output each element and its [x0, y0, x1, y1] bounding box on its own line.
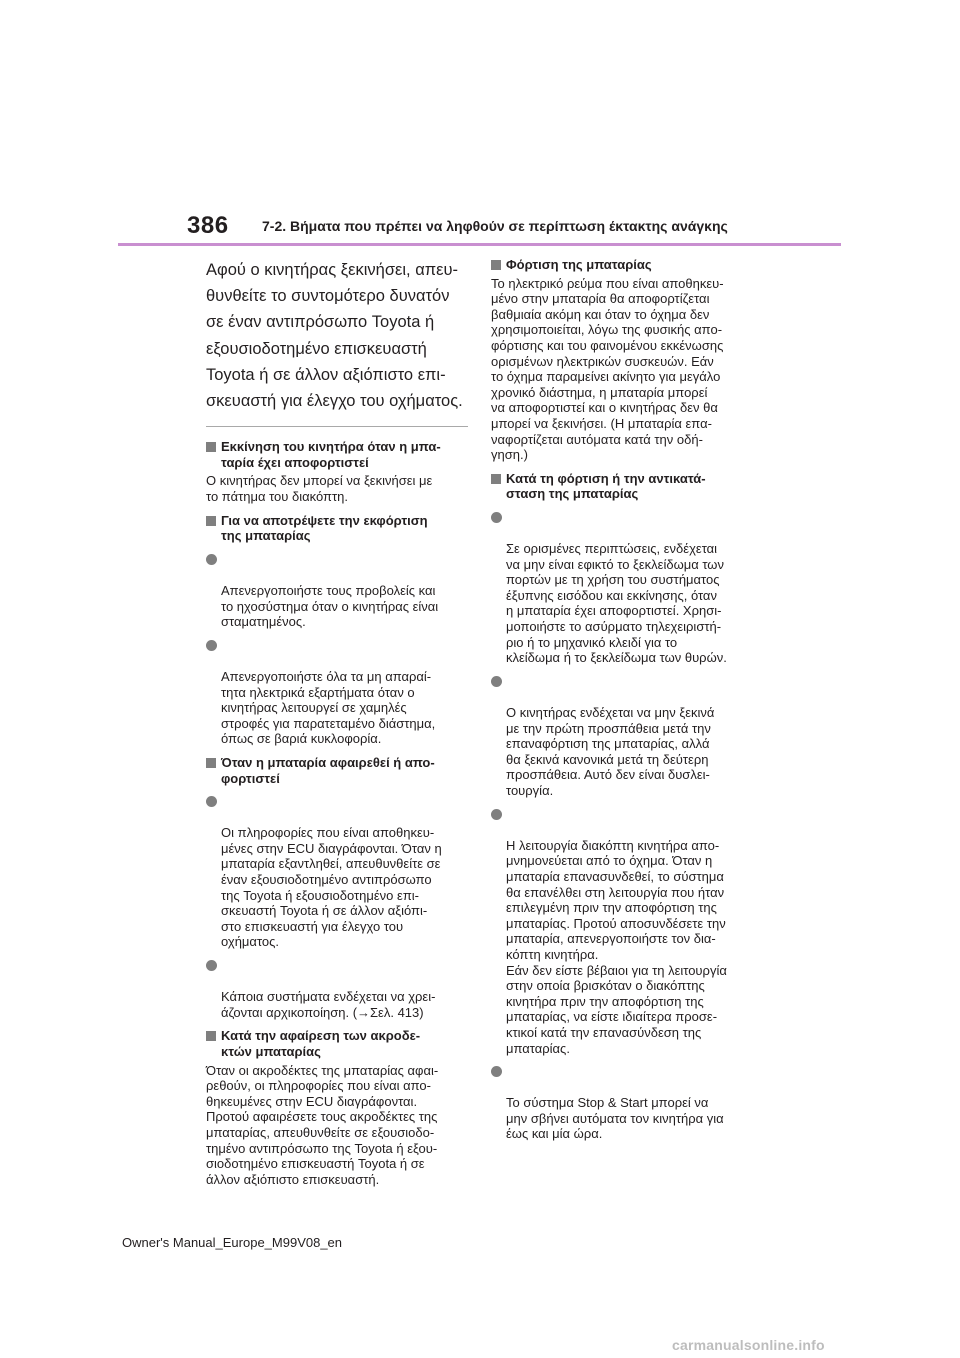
page-number: 386	[187, 212, 229, 239]
square-bullet-icon	[491, 474, 501, 484]
paragraph: Ο κινητήρας δεν μπορεί να ξεκινήσει με το πάτημα του διακόπτη.	[206, 473, 433, 504]
section-heading	[206, 1028, 468, 1059]
footer-manual-id: Owner's Manual_Europe_M99V08_en	[122, 1235, 343, 1250]
section-charging-replacing	[491, 471, 756, 1142]
square-bullet-icon	[206, 516, 216, 526]
circle-bullet-icon	[206, 640, 217, 651]
section-heading	[206, 755, 468, 786]
section-prevent-discharge	[206, 513, 468, 747]
bullet-item	[206, 958, 468, 1020]
section-battery-removed	[206, 755, 468, 1021]
bullet-text: Σε ορισμένες περιπτώσεις, ενδέχεται να μην είναι εφικτό το ξεκλείδωμα των πορτών με τη χρήση του συστήματος έξυπνης εισόδου και εκκίνησης, όταν η μπαταρία έχει αποφορτιστεί. Χρησι- μοποιήστε το ασύρματο τηλεχειριστή- ριο ή το μηχανικό κλειδί για το κλείδωμα ή το ξεκλείδωμα των θυρών.	[506, 541, 727, 666]
watermark: carmanualsonline.info	[672, 1337, 825, 1353]
bullet-text: Η λειτουργία διακόπτη κινητήρα απο- μνημονεύεται από το όχημα. Όταν η μπαταρία επανασυνδεθεί, το σύστημα θα επανέλθει στη λειτουργία που ήταν επιλεγμένη πριν την αποφόρτιση της μπαταρίας. Προτού αποσυνδέσετε την μπαταρία, απενεργοποιήστε τον δια- κόπτη κινητήρα. Εάν δεν είστε βέβαιοι για τη λειτουργία στην οποία βρισκόταν ο διακόπτης κινητήρα πριν την αποφόρτιση της μπαταρίας, να είστε ιδιαίτερα προσε- κτικοί κατά την επανασύνδεση της μπαταρίας.	[506, 837, 727, 1056]
circle-bullet-icon	[491, 809, 502, 820]
square-bullet-icon	[206, 758, 216, 768]
section-heading	[206, 439, 468, 470]
bullet-text: Το σύστημα Stop & Start μπορεί να μην σβήνει αυτόματα τον κινητήρα για έως και μία ώρα.	[506, 1095, 724, 1142]
heading-text: Κατά τη φόρτιση ή την αντικατά- σταση της μπαταρίας	[506, 470, 706, 502]
circle-bullet-icon	[491, 1066, 502, 1077]
bullet-text: Ο κινητήρας ενδέχεται να μην ξεκινά με την πρώτη προσπάθεια μετά την επαναφόρτιση της μπαταρίας, αλλά θα ξεκινά κανονικά μετά τη δεύτερη προσπάθεια. Αυτό δεν είναι δυσλει- τουργία.	[506, 705, 715, 798]
square-bullet-icon	[491, 260, 501, 270]
section-heading	[491, 471, 756, 502]
square-bullet-icon	[206, 442, 216, 452]
section-heading	[491, 257, 756, 273]
bullet-item	[206, 552, 468, 630]
bullet-item	[491, 807, 756, 1057]
left-column	[206, 257, 468, 1195]
right-column	[491, 257, 756, 1150]
bullet-text: Απενεργοποιήστε τους προβολείς και το ηχοσύστημα όταν ο κινητήρας είναι σταματημένος.	[221, 582, 439, 630]
circle-bullet-icon	[491, 512, 502, 523]
section-battery-charge	[491, 257, 756, 463]
paragraph: Όταν οι ακροδέκτες της μπαταρίας αφαι- ρεθούν, οι πληροφορίες που είναι απο- θηκευμένες στην ECU διαγράφονται. Προτού αφαιρέσετε τους ακροδέκτες της μπαταρίας, απευθυνθείτε σε εξουσιοδο- τημένο αντιπρόσωπο της Toyota ή εξου- σιοδοτημένο επισκευαστή Toyota ή σε άλλον αξιόπιστο επισκευαστή.	[206, 1062, 439, 1187]
heading-text: Όταν η μπαταρία αφαιρεθεί ή απο- φορτιστεί	[221, 754, 435, 786]
section-engine-start	[206, 439, 468, 504]
heading-text: Φόρτιση της μπαταρίας	[506, 257, 652, 272]
heading-text: Κατά την αφαίρεση των ακροδε- κτών μπαταρίας	[221, 1028, 421, 1059]
lead-paragraph: Αφού ο κινητήρας ξεκινήσει, απευ- θυνθείτε το συντομότερο δυνατόν σε έναν αντιπρόσωπο Toyota ή εξουσιοδοτημένο επισκευαστή Toyota ή σε άλλον αξιόπιστο επι- σκευαστή για έλεγχο του οχήματος.	[206, 261, 463, 411]
square-bullet-icon	[206, 1031, 216, 1041]
bullet-item	[206, 638, 468, 747]
bullet-text: Οι πληροφορίες που είναι αποθηκευ- μένες στην ECU διαγράφονται. Όταν η μπαταρία εξαντληθεί, απευθυνθείτε σε έναν εξουσιοδοτημένο αντιπρόσωπο της Toyota ή εξουσιοδοτημένο επι- σκευαστή Toyota ή σε άλλον αξιόπι- στο επισκευαστή για έλεγχο του οχήματος.	[221, 825, 442, 950]
bullet-text: Απενεργοποιήστε όλα τα μη απαραί- τητα ηλεκτρικά εξαρτήματα όταν ο κινητήρας λειτουργεί σε χαμηλές στροφές για παρατεταμένο διάστημα, όπως σε βαριά κυκλοφορία.	[221, 668, 436, 747]
circle-bullet-icon	[491, 676, 502, 687]
bullet-item	[491, 510, 756, 666]
separator	[206, 426, 468, 427]
heading-text: Εκκίνηση του κινητήρα όταν η μπα- ταρία έχει αποφορτιστεί	[221, 439, 441, 470]
section-heading	[206, 513, 468, 544]
bullet-item	[491, 1064, 756, 1142]
header-rule	[118, 243, 841, 246]
circle-bullet-icon	[206, 554, 217, 565]
heading-text: Για να αποτρέψετε την εκφόρτιση της μπαταρίας	[221, 512, 428, 544]
paragraph: Το ηλεκτρικό ρεύμα που είναι αποθηκευ- μένο στην μπαταρία θα αποφορτίζεται βαθμιαία ακόμη και όταν το όχημα δεν χρησιμοποιείται, λόγω της φυσικής απο- φόρτισης και του φαινομένου εκκένωσης ορισμένων ηλεκτρικών συσκευών. Εάν το όχημα παραμείνει ακίνητο για μεγάλο χρονικό διάστημα, η μπαταρία μπορεί να αποφορτιστεί και ο κινητήρας δεν θα μπορεί να ξεκινήσει. (Η μπαταρία επα- ναφορτίζεται αυτόματα κατά την οδή- γηση.)	[491, 275, 724, 463]
circle-bullet-icon	[206, 796, 217, 807]
bullet-item	[206, 794, 468, 950]
bullet-text: Κάποια συστήματα ενδέχεται να χρει- άζονται αρχικοποίηση. (→Σελ. 413)	[221, 989, 436, 1020]
bullet-item	[491, 674, 756, 799]
section-header-title: 7-2. Βήματα που πρέπει να ληφθούν σε περίπτωση έκτακτης ανάγκης	[262, 218, 728, 234]
section-terminal-removal	[206, 1028, 468, 1187]
circle-bullet-icon	[206, 960, 217, 971]
